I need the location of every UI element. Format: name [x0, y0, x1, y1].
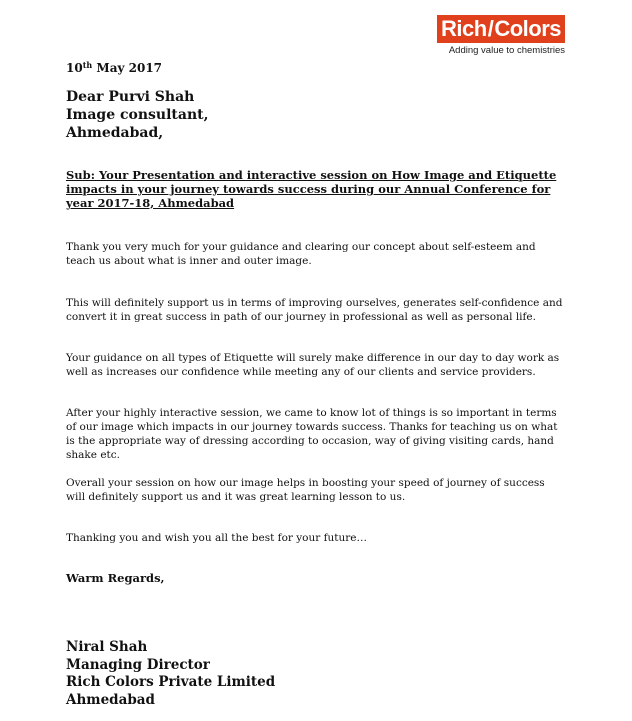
subject-line: Sub: Your Presentation and interactive session on How Image and Etiquette impacts in your journey towards success during our Annual Conference for year 2017-18, Ahmedabad [66, 168, 557, 210]
paragraph-3: Your guidance on all types of Etiquette will surely make difference in our day to day work as well as increases our confidence while meeting any of our clients and service providers. [66, 352, 560, 378]
addressee-city: Ahmedabad, [66, 125, 164, 141]
logo-wordmark [437, 15, 565, 43]
signatory-title: Managing Director [66, 656, 210, 673]
signatory-company: Rich Colors Private Limited [66, 674, 276, 690]
paragraph-6: Thanking you and wish you all the best for your future… [66, 532, 367, 544]
logo-tagline: Adding value to chemistries [448, 45, 565, 56]
closing-line: Warm Regards, [66, 571, 165, 585]
signature-block [66, 639, 275, 709]
letter-date [66, 60, 162, 75]
logo-brand-right: Colors [494, 16, 561, 41]
paragraph-4: After your highly interactive session, we came to know lot of things is so important in terms of our image which impacts in our journey towards success. Thanks for teaching us on what is the appropriate way of dressing according to occasion, way of giving visiting cards, hand shake etc. [66, 407, 558, 461]
logo-brand-slash: / [487, 16, 494, 41]
signatory-name: Niral Shah [66, 639, 148, 655]
paragraph-2: This will definitely support us in terms of improving ourselves, generates self-confidence and convert it in great success in path of our journey in professional as well as personal life. [66, 297, 563, 323]
paragraph-1: Thank you very much for your guidance and clearing our concept about self-esteem and teach us about what is inner and outer image. [66, 241, 536, 267]
logo-brand-left: Rich [441, 16, 487, 41]
addressee-title: Image consultant, [66, 107, 209, 123]
addressee-salutation: Dear Purvi Shah [66, 89, 195, 105]
date-suffix: th [82, 60, 93, 70]
date-rest: May 2017 [96, 61, 163, 75]
addressee-block [66, 88, 208, 142]
paragraph-5: Overall your session on how our image helps in boosting your speed of journey of success will definitely support us and it was great learning lesson to us. [66, 477, 545, 503]
company-logo [437, 15, 565, 56]
date-day: 10 [66, 61, 83, 75]
signatory-city: Ahmedabad [66, 691, 155, 708]
